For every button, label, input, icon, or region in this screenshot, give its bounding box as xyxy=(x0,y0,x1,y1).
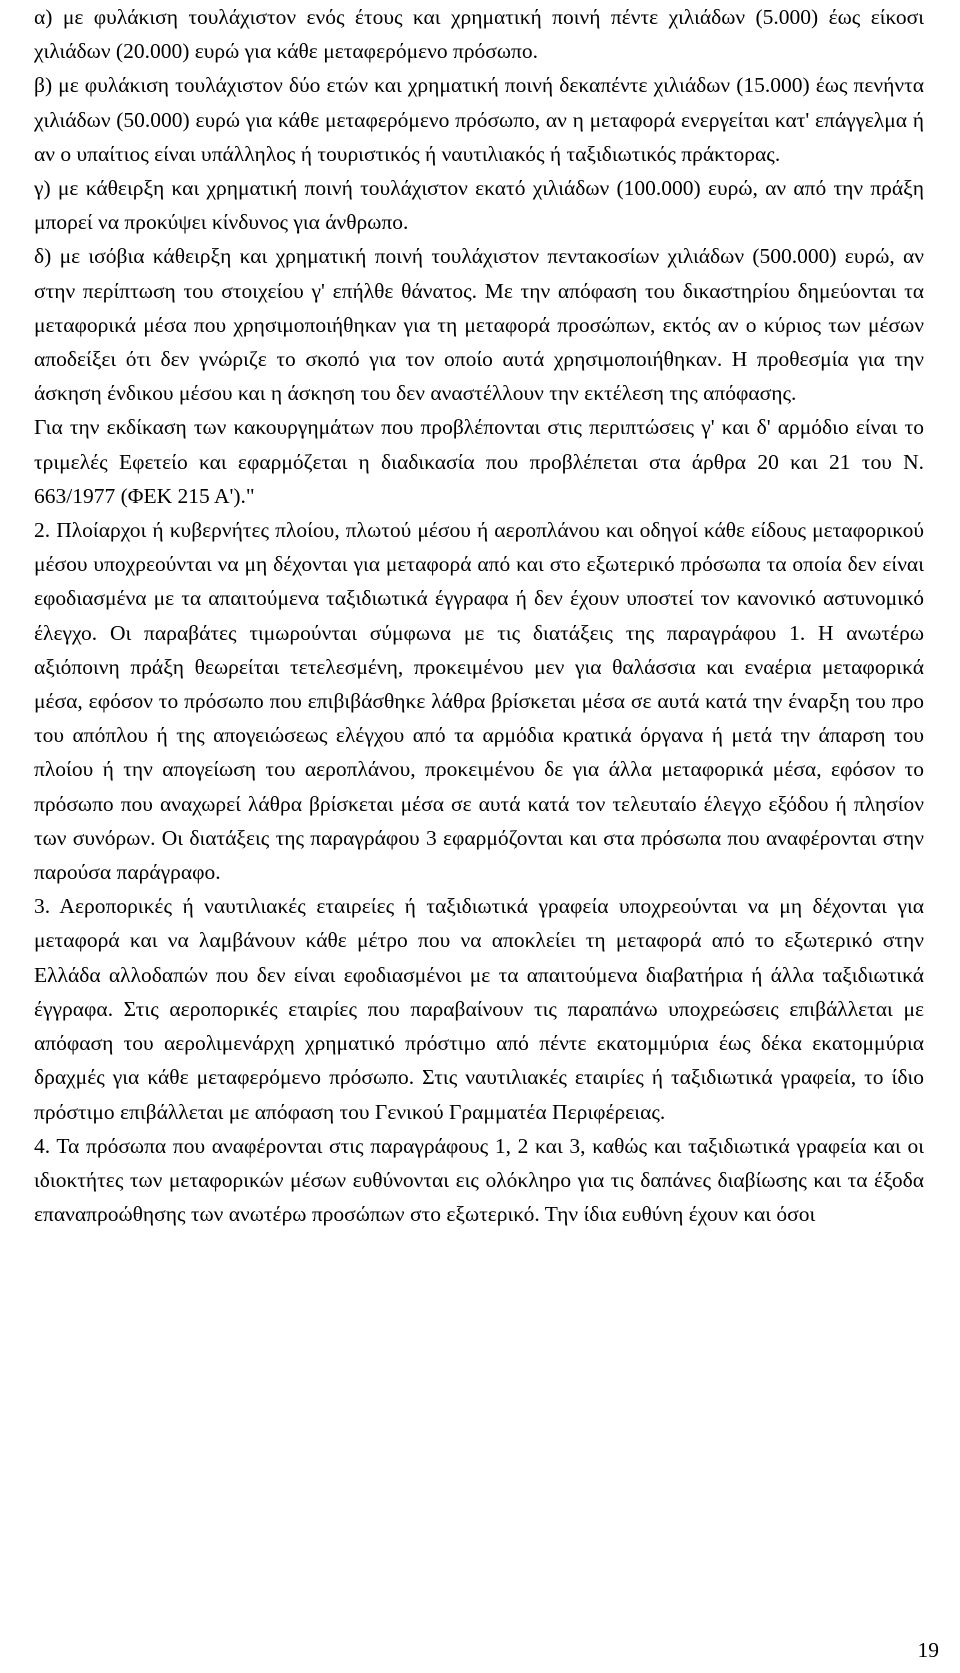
paragraph-item-a: α) με φυλάκιση τουλάχιστον ενός έτους και χρηματική ποινή πέντε χιλιάδων (5.000) έως είκοσι χιλιάδων (20.000) ευρώ για κάθε μεταφερόμενο πρόσωπο. xyxy=(34,5,924,64)
paragraph-item-c: γ) με κάθειρξη και χρηματική ποινή τουλάχιστον εκατό χιλιάδων (100.000) ευρώ, αν από την πράξη μπορεί να προκύψει κίνδυνος για άνθρωπο. xyxy=(34,176,924,235)
paragraph-jurisdiction: Για την εκδίκαση των κακουργημάτων που προβλέπονται στις περιπτώσεις γ' και δ' αρμόδιο είναι το τριμελές Εφετείο και εφαρμόζεται η διαδικασία που προβλέπεται στα άρθρα 20 και 21 του Ν. 663/1977 (ΦΕΚ 215 Α')." xyxy=(34,415,924,508)
paragraph-2: 2. Πλοίαρχοι ή κυβερνήτες πλοίου, πλωτού μέσου ή αεροπλάνου και οδηγοί κάθε είδους μεταφορικού μέσου υποχρεούνται να μη δέχονται για μεταφορά από και στο εξωτερικό πρόσωπα τα οποία δεν είναι εφοδιασμένα με τα απαιτούμενα ταξιδιωτικά έγγραφα ή δεν έχουν υποστεί τον κανονικό αστυνομικό έλεγχο. Οι παραβάτες τιμωρούνται σύμφωνα με τις διατάξεις της παραγράφου 1. Η ανωτέρω αξιόποινη πράξη θεωρείται τετελεσμένη, προκειμένου μεν για θαλάσσια και εναέρια μεταφορικά μέσα, εφόσον το πρόσωπο που επιβιβάσθηκε λάθρα βρίσκεται μέσα σε αυτά κατά την έναρξη του προ του απόπλου ή της απογειώσεως ελέγχου από τα αρμόδια κρατικά όργανα ή μετά την άπαρση του πλοίου ή την απογείωση του αεροπλάνου, προκειμένου δε για άλλα μεταφορικά μέσα, εφόσον το πρόσωπο που αναχωρεί λάθρα βρίσκεται μέσα σε αυτά κατά τον τελευταίο έλεγχο εξόδου ή πλησίον των συνόρων. Οι διατάξεις της παραγράφου 3 εφαρμόζονται και στα πρόσωπα που αναφέρονται στην παρούσα παράγραφο. xyxy=(34,518,924,885)
paragraph-4: 4. Τα πρόσωπα που αναφέρονται στις παραγράφους 1, 2 και 3, καθώς και ταξιδιωτικά γραφεία και οι ιδιοκτήτες των μεταφορικών μέσων ευθύνονται εις ολόκληρο για τις δαπάνες διαβίωσης και τα έξοδα επαναπροώθησης των ανωτέρω προσώπων στο εξωτερικό. Την ίδια ευθύνη έχουν και όσοι xyxy=(34,1133,924,1227)
paragraph-item-d: δ) με ισόβια κάθειρξη και χρηματική ποινή τουλάχιστον πεντακοσίων χιλιάδων (500.000) ευρώ, αν στην περίπτωση του στοιχείου γ' επήλθε θάνατος. Με την απόφαση του δικαστηρίου δημεύονται τα μεταφορικά μέσα που χρησιμοποιήθηκαν για τη μεταφορά προσώπων, εκτός αν ο κύριος των μέσων αποδείξει ότι δεν γνώριζε το σκοπό για τον οποίο αυτά χρησιμοποιήθηκαν. Η προθεσμία για την άσκηση ένδικου μέσου και η άσκηση του δεν αναστέλλουν την εκτέλεση της απόφασης. xyxy=(34,244,924,406)
page-number: 19 xyxy=(917,1638,939,1662)
document-body xyxy=(34,0,924,1231)
paragraph-3: 3. Αεροπορικές ή ναυτιλιακές εταιρείες ή ταξιδιωτικά γραφεία υποχρεούνται να μη δέχονται για μεταφορά και να λαμβάνουν κάθε μέτρο που να αποκλείει τη μεταφορά από το εξωτερικό στην Ελλάδα αλλοδαπών που δεν είναι εφοδιασμένοι με τα απαιτούμενα διαβατήρια ή άλλα ταξιδιωτικά έγγραφα. Στις αεροπορικές εταιρίες που παραβαίνουν τις παραπάνω υποχρεώσεις επιβάλλεται με απόφαση του αερολιμενάρχη χρηματικό πρόστιμο από πέντε εκατομμύρια έως δέκα εκατομμύρια δραχμές για κάθε μεταφερόμενο πρόσωπο. Στις ναυτιλιακές εταιρίες ή ταξιδιωτικά γραφεία, το ίδιο πρόστιμο επιβάλλεται με απόφαση του Γενικού Γραμματέα Περιφέρειας. xyxy=(34,894,924,1124)
paragraph-item-b: β) με φυλάκιση τουλάχιστον δύο ετών και χρηματική ποινή δεκαπέντε χιλιάδων (15.000) έως πενήντα χιλιάδων (50.000) ευρώ για κάθε μεταφερόμενο πρόσωπο, αν η μεταφορά ενεργείται κατ' επάγγελμα ή αν ο υπαίτιος είναι υπάλληλος ή τουριστικός ή ναυτιλιακός ή ταξιδιωτικός πράκτορας. xyxy=(34,73,924,166)
